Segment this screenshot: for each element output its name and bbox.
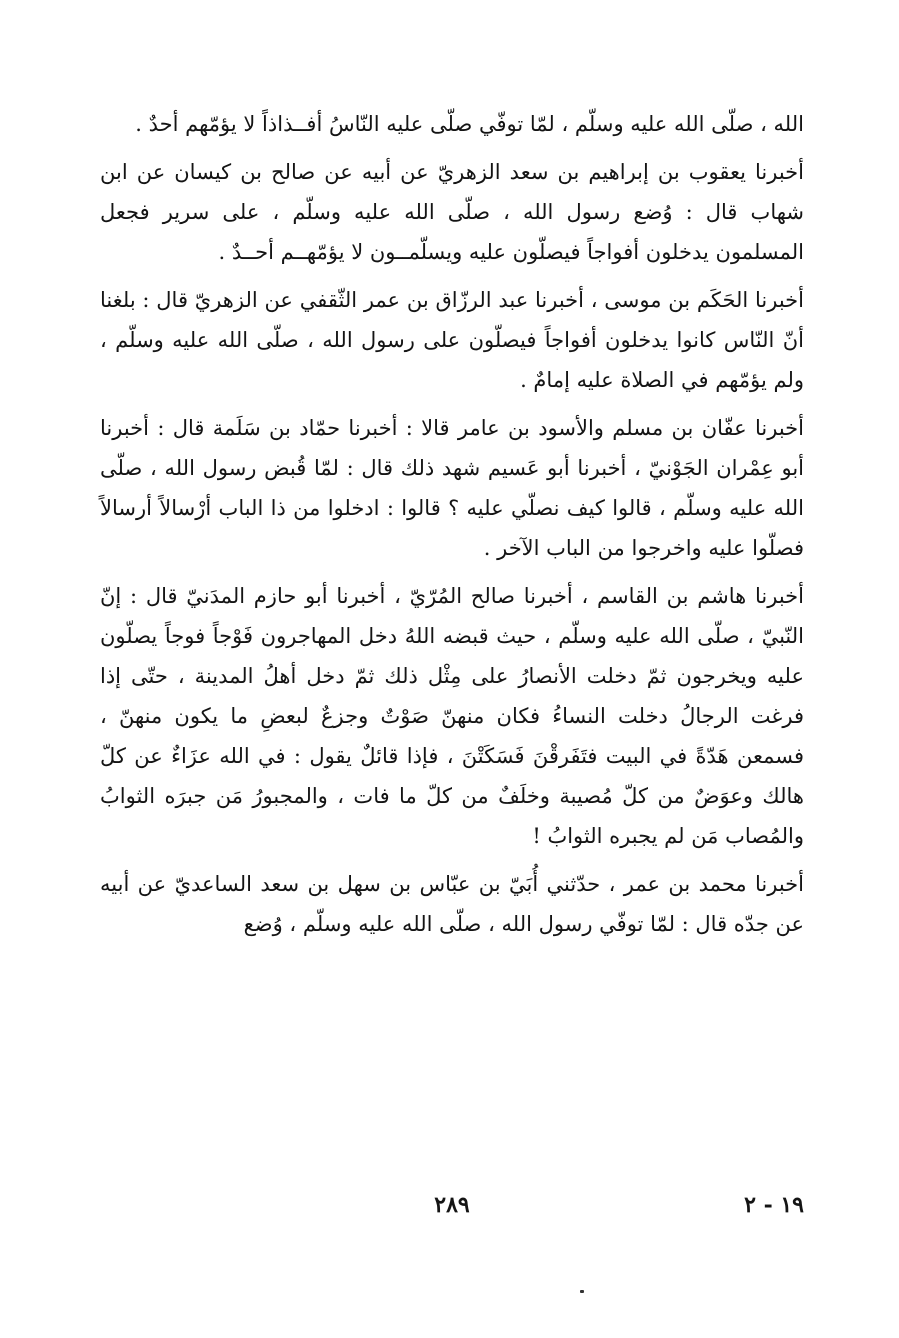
ink-speck bbox=[580, 1290, 584, 1293]
page-number: ٢٨٩ bbox=[434, 1192, 470, 1218]
page-footer bbox=[100, 1192, 804, 1232]
paragraph-5: أخبرنا هاشم بن القاسم ، أخبرنا صالح المُرّيّ ، أخبرنا أبو حازم المدَنيّ قال : إنّ النّبيّ ، صلّى الله عليه وسلّم ، حيث قبضه اللهُ دخل المهاجرون فَوْجاً فوجاً يصلّون عليه ويخرجون ثمّ دخلت الأنصارُ على مِثْل ذلك ثمّ دخل أهلُ المدينة ، حتّى إذا فرغت الرجالُ دخلت النساءُ فكان منهنّ صَوْتٌ وجزعٌ لبعضِ ما يكون منهنّ ، فسمعن هَدّةً في البيت فتَفَرقْنَ فَسَكَتْنَ ، فإذا قائلٌ يقول : في الله عزَاءٌ عن كلّ هالك وعوَضٌ من كلّ مُصيبة وخلَفٌ من كلّ ما فات ، والمجبورُ مَن جبرَه الثوابُ والمُصاب مَن لم يجبره الثوابُ ! bbox=[100, 584, 804, 848]
paragraph-1: الله ، صلّى الله عليه وسلّم ، لمّا توفّي صلّى عليه النّاسُ أفــذاذاً لا يؤمّهم أحدٌ . bbox=[135, 112, 804, 136]
paragraph-4: أخبرنا عفّان بن مسلم والأسود بن عامر قالا : أخبرنا حمّاد بن سَلَمة قال : أخبرنا أبو عِمْران الجَوْنيّ ، أخبرنا أبو عَسيم شهد ذلك قال : لمّا قُبض رسول الله ، صلّى الله عليه وسلّم ، قالوا كيف نصلّي عليه ؟ قالوا : ادخلوا من ذا الباب أرْسالاً أرسالاً فصلّوا عليه واخرجوا من الباب الآخر . bbox=[100, 416, 804, 560]
signature-mark: ١٩ - ٢ bbox=[744, 1192, 804, 1218]
paragraph-2: أخبرنا يعقوب بن إبراهيم بن سعد الزهريّ عن أبيه عن صالح بن كيسان عن ابن شهاب قال : وُضع رسول الله ، صلّى الله عليه وسلّم ، على سرير فجعل المسلمون يدخلون أفواجاً فيصلّون عليه ويسلّمــون لا يؤمّهــم أحــدٌ . bbox=[100, 160, 804, 264]
page-body bbox=[100, 104, 804, 944]
paragraph-6: أخبرنا محمد بن عمر ، حدّثني أُبَيّ بن عبّاس بن سهل بن سعد الساعديّ عن أبيه عن جدّه قال : لمّا توفّي رسول الله ، صلّى الله عليه وسلّم ، وُضع bbox=[100, 872, 804, 936]
paragraph-3: أخبرنا الحَكَم بن موسى ، أخبرنا عبد الرزّاق بن عمر الثّقفي عن الزهريّ قال : بلغنا أنّ النّاس كانوا يدخلون أفواجاً فيصلّون على رسول الله ، صلّى الله عليه وسلّم ، ولم يؤمّهم في الصلاة عليه إمامٌ . bbox=[100, 288, 804, 392]
